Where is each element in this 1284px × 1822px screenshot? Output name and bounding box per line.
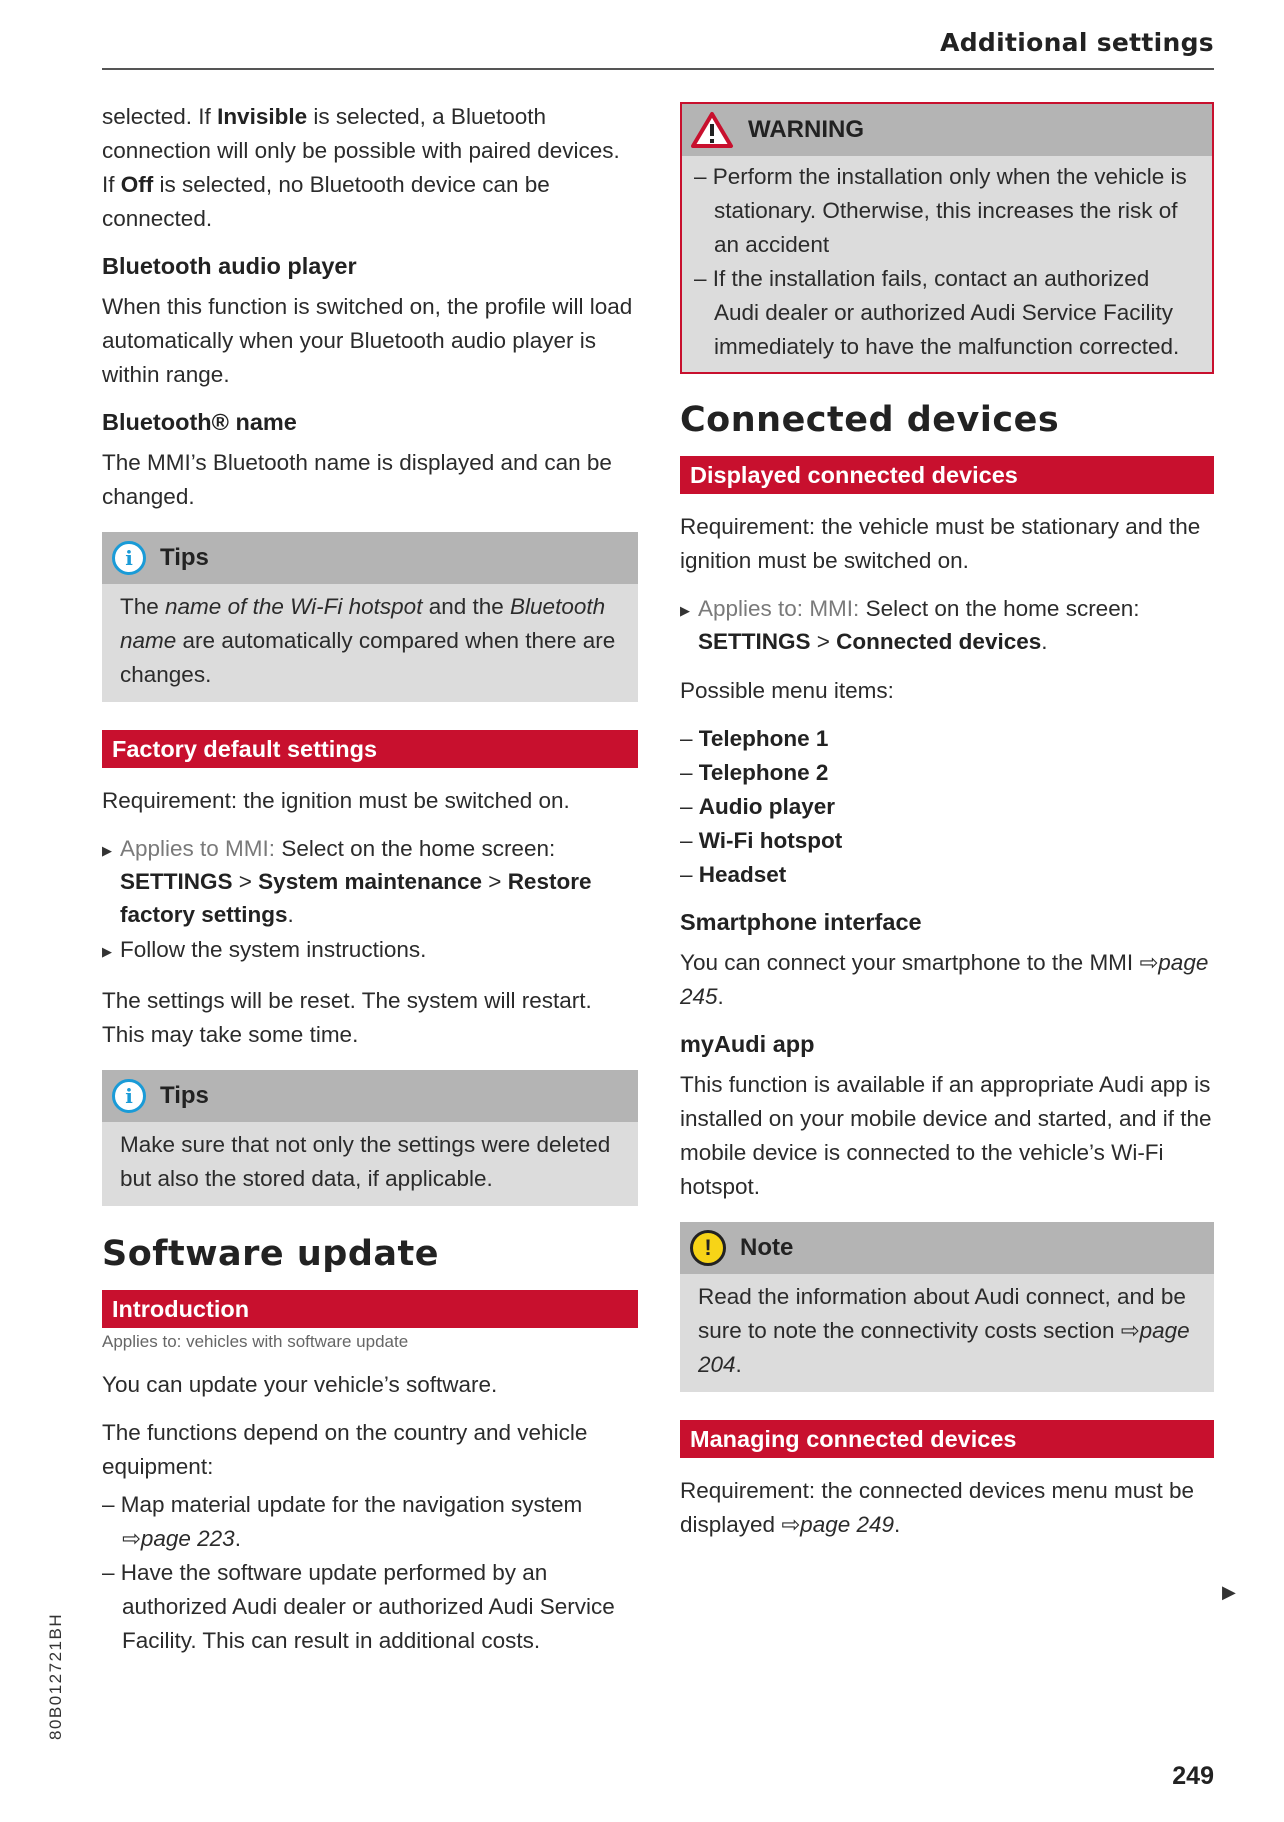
connected-devices-heading: Connected devices [680,400,1060,440]
bt-name-heading: Bluetooth® name [102,409,297,435]
list-item: – If the installation fails, contact an authorized Audi dealer or authorized Audi Service Facility immediately to have the malfunction corrected. [694,266,1180,359]
tips-body: The name of the Wi-Fi hotspot and the Bluetooth name are automatically compared when there are changes. [120,594,616,687]
tips-box-1 [102,532,638,702]
software-list [102,1488,638,1658]
tips-header [102,1070,638,1122]
applies-to-note: Applies to: vehicles with software update [102,1332,409,1351]
factory-requirement: Requirement: the ignition must be switched on. [102,788,570,813]
info-icon: i [112,541,146,575]
list-item: – Perform the installation only when the vehicle is stationary. Otherwise, this increases the risk of an accident [694,164,1187,257]
list-item: – Telephone 2 [680,760,829,785]
warning-box [680,102,1214,374]
menu-intro: Possible menu items: [680,678,894,703]
warning-list [682,156,1212,372]
step-arrow-icon: ▶ [102,944,112,959]
page-ref-link[interactable]: ⇨page 223 [122,1526,235,1551]
software-p1: You can update your vehicle’s software. [102,1372,498,1397]
tips-box-2 [102,1070,638,1206]
bt-name-text: The MMI’s Bluetooth name is displayed and can be changed. [102,450,612,509]
continue-arrow-icon: ▶ [1222,1582,1236,1602]
document-code: 80B012721BH [46,1612,65,1740]
smartphone-heading: Smartphone interface [680,909,922,935]
tips-header [102,532,638,584]
right-column [680,102,1214,1556]
tips-label: Tips [160,1082,209,1109]
bt-audio-heading: Bluetooth audio player [102,253,357,279]
page-ref-link[interactable]: ⇨page 249 [781,1512,895,1537]
myaudi-heading: myAudi app [680,1031,815,1057]
list-item: – Audio player [680,794,836,819]
note-box [680,1222,1214,1392]
section-title: Additional settings [940,28,1214,57]
software-update-heading: Software update [102,1234,439,1274]
warning-header [682,104,1212,156]
warning-triangle-icon [690,111,734,149]
list-item: – Wi-Fi hotspot [680,828,843,853]
menu-items-list [680,722,1214,892]
left-column [102,100,638,1672]
list-item: – Headset [680,862,787,887]
managing-devices-bar: Managing connected devices [680,1420,1214,1458]
note-label: Note [740,1234,794,1261]
exclamation-icon: ! [690,1230,726,1266]
header-rule [102,68,1214,70]
tips-label: Tips [160,544,209,571]
connected-requirement: Requirement: the vehicle must be stationary and the ignition must be switched on. [680,514,1201,573]
page-number: 249 [1172,1762,1214,1790]
software-p2: The functions depend on the country and vehicle equipment: [102,1420,588,1479]
note-header [680,1222,1214,1274]
info-icon: i [112,1079,146,1113]
warning-label: WARNING [748,116,864,143]
bt-audio-text: When this function is switched on, the profile will load automatically when your Bluetooth audio player is within range. [102,294,633,387]
myaudi-text: This function is available if an appropriate Audi app is installed on your mobile device and started, and if the mobile device is connected to the vehicle’s Wi-Fi hotspot. [680,1072,1212,1199]
factory-defaults-bar: Factory default settings [102,730,638,768]
factory-result: The settings will be reset. The system will restart. This may take some time. [102,988,592,1047]
note-body: Read the information about Audi connect, and be sure to note the connectivity costs section ⇨page 204. [698,1284,1190,1377]
list-item: – Map material update for the navigation system ⇨page 223. [102,1492,583,1551]
intro-paragraph: selected. If Invisible is selected, a Bluetooth connection will only be possible with paired devices. If Off is selected, no Bluetooth device can be connected. [102,104,620,231]
step-arrow-icon: ▶ [680,603,690,618]
displayed-devices-bar: Displayed connected devices [680,456,1214,494]
factory-step-2: ▶ Follow the system instructions. [102,933,638,968]
tips-body: Make sure that not only the settings were deleted but also the stored data, if applicable. [120,1132,611,1191]
page-ref-link[interactable]: ⇨page 204 [698,1318,1190,1377]
smartphone-text: You can connect your smartphone to the MMI ⇨page 245. [680,950,1209,1009]
introduction-bar: Introduction [102,1290,638,1328]
managing-text: Requirement: the connected devices menu must be displayed ⇨page 249. [680,1478,1195,1537]
step-arrow-icon: ▶ [102,843,112,858]
factory-step-1: ▶ Applies to MMI: Select on the home screen: SETTINGS > System maintenance > Restore factory settings. [102,832,638,931]
list-item: – Have the software update performed by an authorized Audi dealer or authorized Audi Service Facility. This can result in additional costs. [102,1560,615,1653]
connected-step: ▶ Applies to: MMI: Select on the home screen: SETTINGS > Connected devices. [680,592,1214,658]
list-item: – Telephone 1 [680,726,829,751]
page-ref-link[interactable]: ⇨page 245 [680,950,1209,1009]
